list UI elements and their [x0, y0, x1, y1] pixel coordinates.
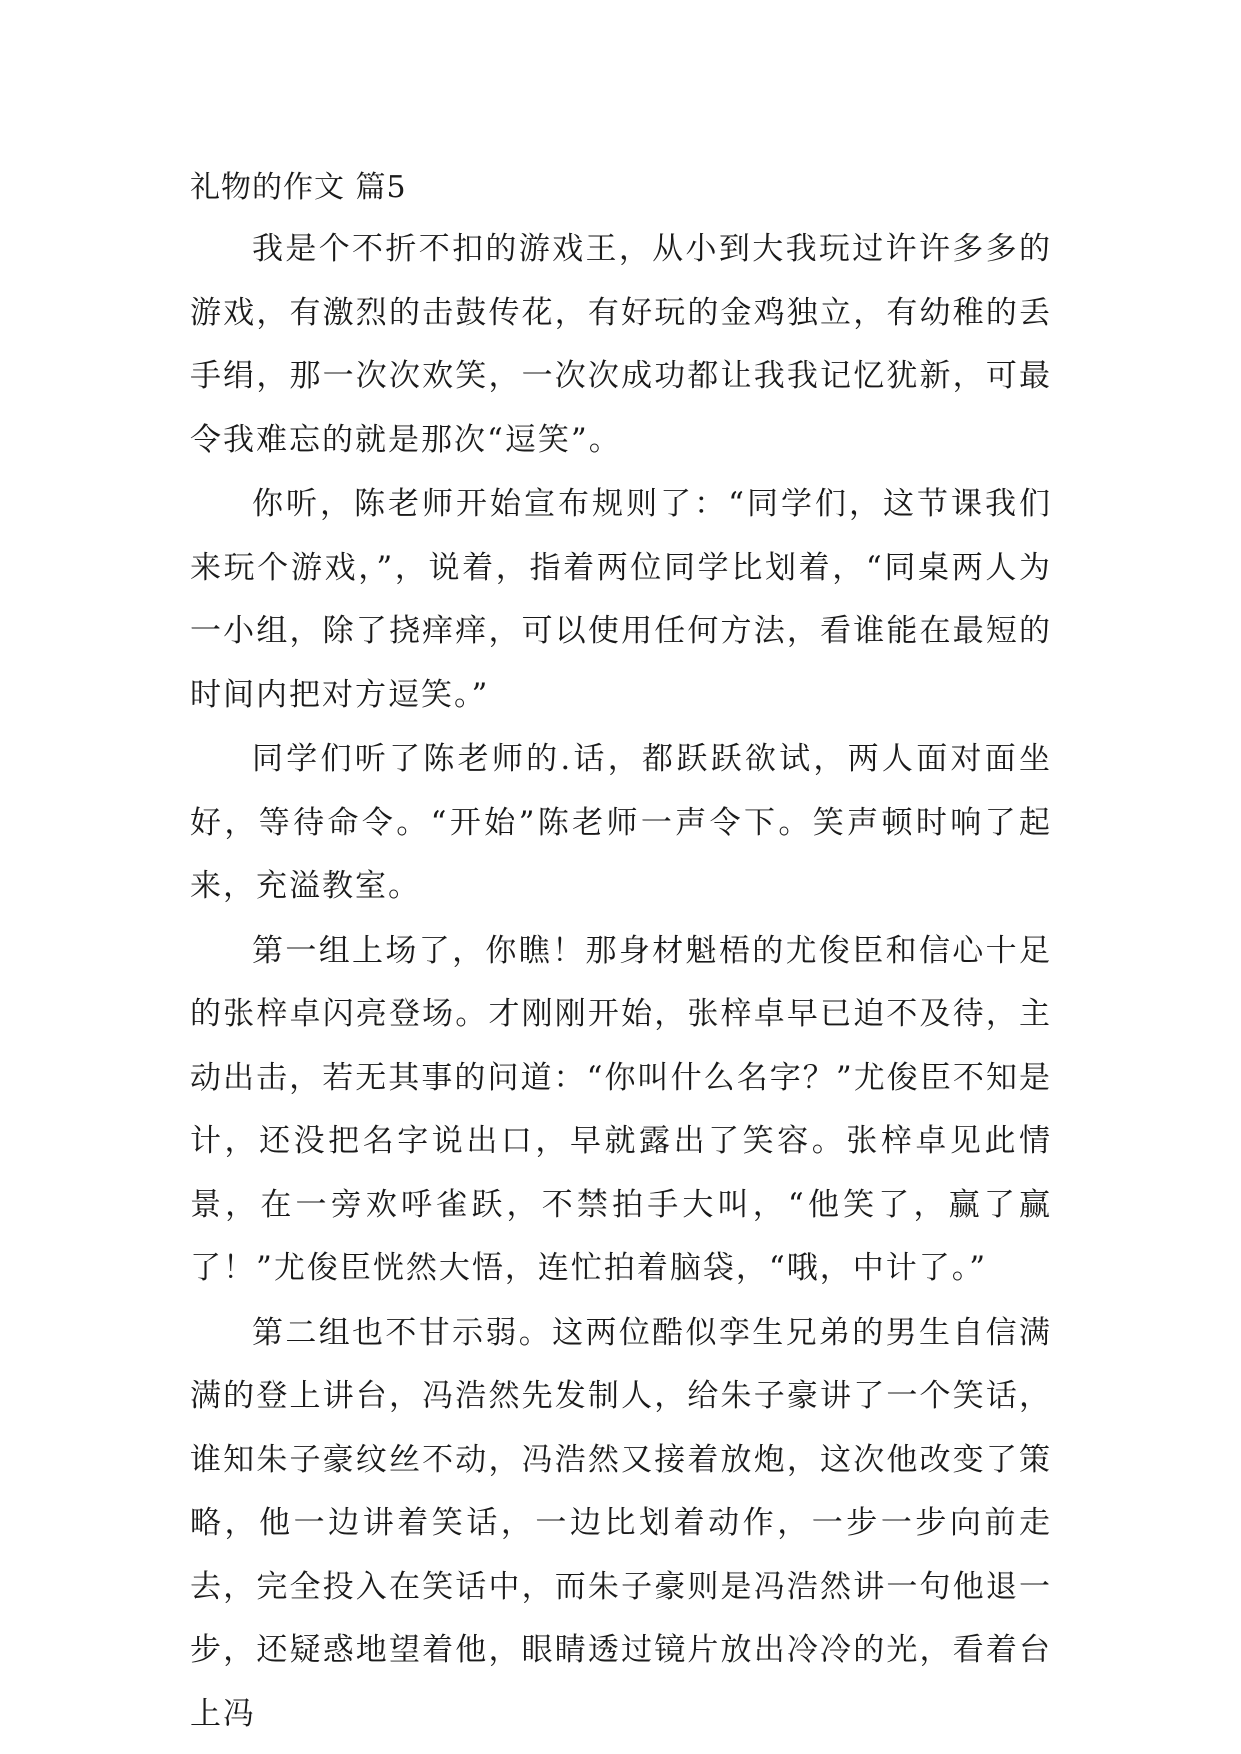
paragraph-3: 同学们听了陈老师的.话，都跃跃欲试，两人面对面坐好，等待命令。“开始”陈老师一声令下。笑声顿时响了起来，充溢教室。: [190, 741, 1052, 904]
essay-body: [190, 158, 1052, 1747]
paragraph-2: 你听，陈老师开始宣布规则了：“同学们，这节课我们来玩个游戏，”，说着，指着两位同学比划着，“同桌两人为一小组，除了挠痒痒，可以使用任何方法，看谁能在最短的时间内把对方逗笑。”: [190, 486, 1052, 713]
paragraph-4: 第一组上场了，你瞧！那身材魁梧的尤俊臣和信心十足的张梓卓闪亮登场。才刚刚开始，张梓卓早已迫不及待，主动出击，若无其事的问道：“你叫什么名字？”尤俊臣不知是计，还没把名字说出口，早就露出了笑容。张梓卓见此情景，在一旁欢呼雀跃，不禁拍手大叫，“他笑了，赢了赢了！”尤俊臣恍然大悟，连忙拍着脑袋，“哦，中计了。”: [190, 932, 1052, 1286]
paragraph-1: 我是个不折不扣的游戏王，从小到大我玩过许许多多的游戏，有激烈的击鼓传花，有好玩的金鸡独立，有幼稚的丢手绢，那一次次欢笑，一次次成功都让我我记忆犹新，可最令我难忘的就是那次“逗笑”。: [190, 231, 1052, 458]
paragraph-5: 第二组也不甘示弱。这两位酷似孪生兄弟的男生自信满满的登上讲台，冯浩然先发制人，给朱子豪讲了一个笑话，谁知朱子豪纹丝不动，冯浩然又接着放炮，这次他改变了策略，他一边讲着笑话，一边比划着动作，一步一步向前走去，完全投入在笑话中，而朱子豪则是冯浩然讲一句他退一步，还疑惑地望着他，眼睛透过镜片放出冷冷的光，看着台上冯: [190, 1314, 1052, 1732]
essay-title: 礼物的作文 篇5: [190, 170, 407, 205]
